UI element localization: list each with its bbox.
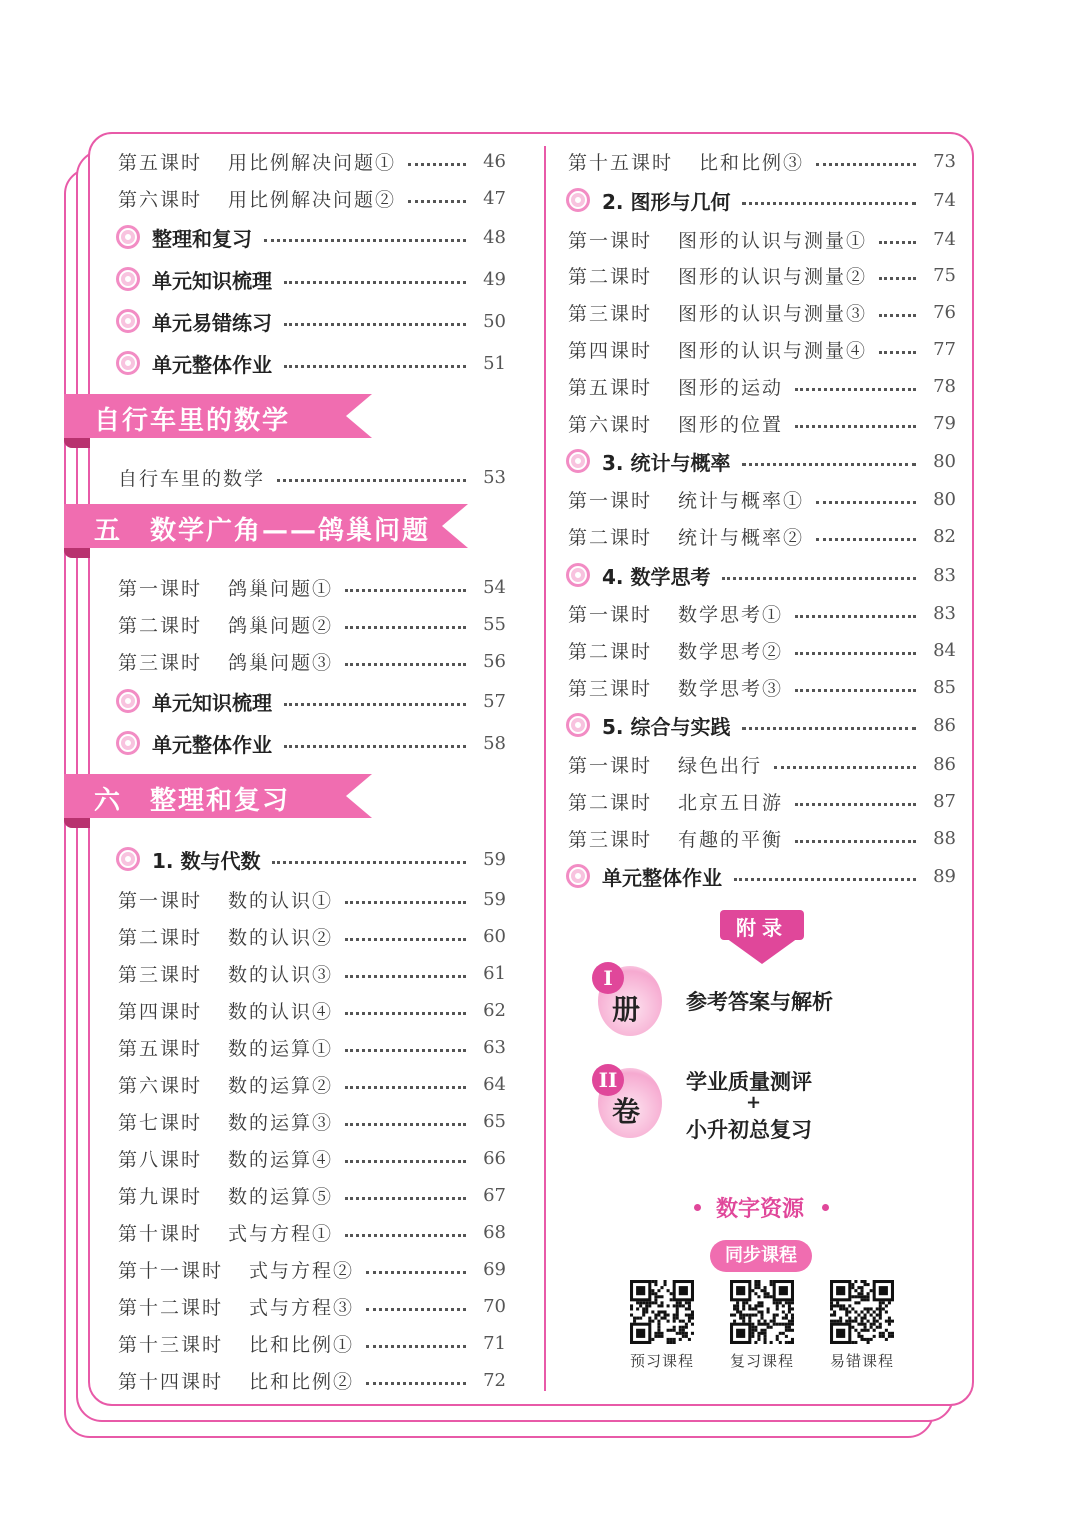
page-number: 79 — [933, 412, 956, 434]
bullet-circle-icon — [566, 713, 590, 737]
page-number: 75 — [933, 265, 956, 287]
lesson-label: 第二课时 — [118, 926, 203, 949]
leader-dots — [734, 878, 916, 881]
leader-dots — [277, 479, 466, 482]
leader-dots — [345, 901, 466, 904]
bullet-circle-icon — [566, 864, 590, 888]
page-number: 87 — [933, 790, 956, 812]
leader-dots — [742, 202, 916, 205]
page-number: 69 — [483, 1258, 506, 1280]
bullet-circle-icon — [116, 689, 140, 713]
leader-dots — [345, 663, 466, 666]
toc-row[interactable] — [568, 672, 956, 702]
page-number: 53 — [483, 466, 506, 488]
lesson-label: 第一课时 — [118, 577, 203, 600]
book-type-char: 册 — [612, 993, 641, 1026]
page-number: 74 — [933, 228, 956, 250]
toc-row[interactable] — [568, 749, 956, 779]
lesson-label: 第二课时 — [568, 791, 653, 814]
leader-dots — [345, 1049, 466, 1052]
lesson-label: 第一课时 — [568, 489, 653, 512]
page-number: 57 — [483, 690, 506, 712]
toc-section-row[interactable] — [566, 185, 956, 215]
topic-label: 式与方程③ — [249, 1296, 355, 1319]
topic-label: 用比例解决问题② — [228, 188, 397, 211]
page-number: 73 — [933, 150, 956, 172]
bullet-circle-icon — [116, 267, 140, 291]
lesson-label: 第一课时 — [118, 889, 203, 912]
leader-dots — [366, 1382, 466, 1385]
appendix-arrow-banner — [712, 910, 812, 964]
toc-row[interactable] — [568, 224, 956, 254]
lesson-label: 第三课时 — [118, 963, 203, 986]
book-type-char: 卷 — [612, 1095, 641, 1128]
qr-code-mistakes[interactable] — [830, 1280, 894, 1344]
lesson-label: 第十二课时 — [118, 1296, 224, 1319]
leader-dots — [816, 501, 916, 504]
column-divider — [544, 146, 546, 1391]
appendix-book-2-plus: + — [746, 1092, 762, 1113]
lesson-label: 第二课时 — [568, 640, 653, 663]
toc-section-row[interactable] — [566, 861, 956, 891]
lesson-label: 第三课时 — [118, 651, 203, 674]
qr-code-review[interactable] — [730, 1280, 794, 1344]
qr-label: 易错课程 — [829, 1352, 894, 1370]
topic-label: 式与方程② — [249, 1259, 355, 1282]
topic-label: 统计与概率② — [678, 526, 805, 549]
lesson-label: 第一课时 — [568, 754, 653, 777]
bullet-circle-icon — [566, 188, 590, 212]
topic-label: 数的认识③ — [228, 963, 334, 986]
toc-row[interactable] — [568, 371, 956, 401]
leader-dots — [284, 365, 466, 368]
section-title: 单元知识梳理 — [152, 690, 272, 715]
bullet-circle-icon — [116, 225, 140, 249]
page-number: 76 — [933, 302, 956, 324]
toc-row[interactable] — [568, 786, 956, 816]
topic-label: 数的认识② — [228, 926, 334, 949]
leader-dots — [284, 703, 466, 706]
toc-row[interactable] — [118, 958, 506, 988]
lesson-label: 第十四课时 — [118, 1370, 224, 1393]
qr-label: 预习课程 — [629, 1352, 694, 1370]
unit-banner-title: 六 整理和复习 — [94, 786, 291, 816]
leader-dots — [879, 351, 916, 354]
page-number: 78 — [933, 375, 956, 397]
page-number: 83 — [933, 602, 956, 624]
page-number: 50 — [483, 310, 506, 332]
lesson-label: 第五课时 — [118, 1037, 203, 1060]
toc-section-row[interactable] — [116, 264, 506, 294]
lesson-label: 第一课时 — [568, 603, 653, 626]
lesson-label: 第四课时 — [568, 339, 653, 362]
page-number: 46 — [483, 150, 506, 172]
page-number: 68 — [483, 1221, 506, 1243]
page-number: 71 — [483, 1332, 506, 1354]
toc-row[interactable] — [568, 298, 956, 328]
topic-label: 数的运算⑤ — [228, 1185, 334, 1208]
leader-dots — [284, 745, 466, 748]
page-number: 55 — [483, 613, 506, 635]
unit-banner-title: 五 数学广角——鸽巢问题 — [94, 516, 431, 546]
lesson-label: 第七课时 — [118, 1111, 203, 1134]
toc-section-row[interactable] — [566, 710, 956, 740]
lesson-label: 第六课时 — [118, 1074, 203, 1097]
page-number: 80 — [933, 450, 956, 472]
arrow-down-icon — [726, 938, 798, 964]
digital-resources-title: 数字资源 — [715, 1197, 804, 1222]
lesson-label: 第十三课时 — [118, 1333, 224, 1356]
decor-dot — [822, 1204, 829, 1211]
qr-code-preview[interactable] — [630, 1280, 694, 1344]
page-number: 56 — [483, 650, 506, 672]
section-title: 单元知识梳理 — [152, 268, 272, 293]
lesson-label: 第二课时 — [118, 614, 203, 637]
leader-dots — [795, 689, 916, 692]
lesson-label: 第二课时 — [568, 526, 653, 549]
leader-dots — [795, 425, 916, 428]
lesson-label: 第四课时 — [118, 1000, 203, 1023]
appendix-label: 附录 — [736, 916, 788, 940]
topic-label: 式与方程① — [228, 1222, 334, 1245]
section-title: 4. 数学思考 — [602, 564, 711, 589]
toc-row[interactable] — [118, 1069, 506, 1099]
topic-label: 鸽巢问题② — [228, 614, 334, 637]
toc-row[interactable] — [118, 884, 506, 914]
toc-row[interactable] — [118, 572, 506, 602]
page-number: 77 — [933, 338, 956, 360]
toc-row[interactable] — [118, 921, 506, 951]
page-number: 60 — [483, 925, 506, 947]
topic-label: 数的认识④ — [228, 1000, 334, 1023]
toc-row[interactable] — [568, 261, 956, 291]
topic-label: 用比例解决问题① — [228, 151, 397, 174]
toc-section-row[interactable] — [566, 560, 956, 590]
lesson-label: 第八课时 — [118, 1148, 203, 1171]
qr-label: 复习课程 — [729, 1352, 794, 1370]
leader-dots — [879, 314, 916, 317]
page-number: 65 — [483, 1110, 506, 1132]
bullet-circle-icon — [116, 351, 140, 375]
toc-section-row[interactable] — [566, 446, 956, 476]
toc-row[interactable] — [568, 484, 956, 514]
page-number: 64 — [483, 1073, 506, 1095]
toc-row[interactable] — [118, 1143, 506, 1173]
section-title: 整理和复习 — [152, 226, 252, 251]
leader-dots — [795, 840, 916, 843]
page-number: 84 — [933, 639, 956, 661]
topic-label: 数学思考③ — [678, 677, 784, 700]
leader-dots — [345, 1197, 466, 1200]
topic-label: 鸽巢问题③ — [228, 651, 334, 674]
book-1-icon — [592, 962, 662, 1040]
topic-label: 数的运算③ — [228, 1111, 334, 1134]
page-number: 48 — [483, 226, 506, 248]
leader-dots — [722, 577, 916, 580]
leader-dots — [816, 163, 916, 166]
bullet-circle-icon — [566, 563, 590, 587]
page-number: 62 — [483, 999, 506, 1021]
topic-label: 比和比例③ — [699, 151, 805, 174]
lesson-label: 第十五课时 — [568, 151, 674, 174]
page-number: 61 — [483, 962, 506, 984]
topic-label: 数学思考② — [678, 640, 784, 663]
page-number: 54 — [483, 576, 506, 598]
toc-section-row[interactable] — [116, 728, 506, 758]
toc-row[interactable] — [118, 1032, 506, 1062]
toc-row[interactable] — [568, 521, 956, 551]
leader-dots — [345, 1086, 466, 1089]
leader-dots — [795, 615, 916, 618]
appendix-book-2-line3[interactable]: 小升初总复习 — [686, 1118, 812, 1142]
leader-dots — [408, 200, 466, 203]
lesson-label: 第三课时 — [568, 303, 653, 326]
topic-label: 数的认识① — [228, 889, 334, 912]
leader-dots — [264, 239, 466, 242]
toc-row[interactable] — [118, 1365, 506, 1395]
toc-row[interactable] — [118, 1254, 506, 1284]
toc-row[interactable] — [568, 334, 956, 364]
page-number: 51 — [483, 352, 506, 374]
leader-dots — [272, 861, 466, 864]
topic-label: 统计与概率① — [678, 489, 805, 512]
leader-dots — [345, 1234, 466, 1237]
page-number: 47 — [483, 187, 506, 209]
page-number: 58 — [483, 732, 506, 754]
leader-dots — [366, 1308, 466, 1311]
page-number: 82 — [933, 525, 956, 547]
toc-row[interactable] — [568, 598, 956, 628]
toc-section-row[interactable] — [116, 222, 506, 252]
leader-dots — [284, 323, 466, 326]
topic-label: 图形的位置 — [678, 413, 784, 436]
toc-section-row[interactable] — [116, 348, 506, 378]
book-2-icon — [592, 1064, 662, 1142]
section-title: 5. 综合与实践 — [602, 714, 731, 739]
leader-dots — [366, 1345, 466, 1348]
lesson-label: 第五课时 — [118, 151, 203, 174]
unit-banner-6 — [64, 774, 374, 818]
section-title: 单元整体作业 — [152, 732, 272, 757]
topic-label: 数的运算④ — [228, 1148, 334, 1171]
leader-dots — [795, 803, 916, 806]
toc-row[interactable] — [118, 995, 506, 1025]
toc-section-row[interactable] — [116, 686, 506, 716]
page-number: 63 — [483, 1036, 506, 1058]
section-title: 单元整体作业 — [152, 352, 272, 377]
topic-label: 数的运算② — [228, 1074, 334, 1097]
topic-label: 图形的认识与测量② — [678, 266, 868, 289]
toc-row[interactable] — [118, 462, 506, 492]
leader-dots — [345, 626, 466, 629]
section-title: 2. 图形与几何 — [602, 189, 731, 214]
toc-row[interactable] — [568, 823, 956, 853]
section-title: 单元易错练习 — [152, 310, 272, 335]
topic-label: 北京五日游 — [678, 791, 784, 814]
appendix-book-1-title[interactable]: 参考答案与解析 — [686, 990, 833, 1014]
toc-row[interactable] — [118, 1291, 506, 1321]
topic-label: 图形的认识与测量④ — [678, 339, 868, 362]
unit-banner-bike — [64, 394, 374, 438]
appendix-book-2-line1[interactable]: 学业质量测评 — [686, 1070, 812, 1094]
topic-label: 绿色出行 — [678, 754, 763, 777]
lesson-label: 第十一课时 — [118, 1259, 224, 1282]
page-number: 89 — [933, 865, 956, 887]
roman-numeral-badge: I — [592, 962, 624, 994]
bullet-circle-icon — [116, 731, 140, 755]
toc-row[interactable] — [568, 146, 956, 176]
leader-dots — [345, 1123, 466, 1126]
lesson-label: 第三课时 — [568, 828, 653, 851]
lesson-label: 第六课时 — [568, 413, 653, 436]
leader-dots — [879, 241, 916, 244]
topic-label: 数学思考① — [678, 603, 784, 626]
toc-row[interactable] — [118, 1180, 506, 1210]
leader-dots — [345, 975, 466, 978]
topic-label: 比和比例① — [249, 1333, 355, 1356]
toc-row[interactable] — [118, 609, 506, 639]
page-number: 70 — [483, 1295, 506, 1317]
roman-numeral-badge: II — [592, 1064, 624, 1096]
page-number: 86 — [933, 753, 956, 775]
toc-section-row[interactable] — [116, 306, 506, 336]
lesson-label: 第五课时 — [568, 376, 653, 399]
lesson-label: 第一课时 — [568, 229, 653, 252]
unit-banner-title: 自行车里的数学 — [94, 406, 291, 436]
toc-row[interactable] — [118, 1106, 506, 1136]
unit-banner-5 — [64, 504, 470, 548]
page-number: 83 — [933, 564, 956, 586]
leader-dots — [742, 463, 916, 466]
page-number: 59 — [483, 888, 506, 910]
topic-label: 图形的运动 — [678, 376, 784, 399]
topic-label: 数的运算① — [228, 1037, 334, 1060]
leader-dots — [774, 766, 916, 769]
lesson-label: 第六课时 — [118, 188, 203, 211]
section-title: 单元整体作业 — [602, 865, 722, 890]
lesson-label: 第二课时 — [568, 266, 653, 289]
leader-dots — [345, 589, 466, 592]
topic-label: 有趣的平衡 — [678, 828, 784, 851]
leader-dots — [345, 1160, 466, 1163]
page-number: 67 — [483, 1184, 506, 1206]
leader-dots — [742, 727, 916, 730]
toc-row[interactable] — [568, 408, 956, 438]
toc-row[interactable] — [118, 183, 506, 213]
toc-row[interactable] — [118, 1328, 506, 1358]
page-number: 86 — [933, 714, 956, 736]
page-number: 88 — [933, 827, 956, 849]
bullet-circle-icon — [116, 847, 140, 871]
leader-dots — [284, 281, 466, 284]
leader-dots — [345, 938, 466, 941]
page-number: 72 — [483, 1369, 506, 1391]
toc-section-row[interactable] — [116, 844, 506, 874]
toc-row[interactable] — [568, 635, 956, 665]
page-number: 85 — [933, 676, 956, 698]
toc-row[interactable] — [118, 646, 506, 676]
bullet-circle-icon — [566, 449, 590, 473]
topic-label: 自行车里的数学 — [118, 467, 266, 490]
bullet-circle-icon — [116, 309, 140, 333]
leader-dots — [408, 163, 466, 166]
leader-dots — [795, 652, 916, 655]
toc-row[interactable] — [118, 146, 506, 176]
topic-label: 鸽巢问题① — [228, 577, 334, 600]
page-number: 66 — [483, 1147, 506, 1169]
sync-course-badge: 同步课程 — [710, 1240, 812, 1272]
topic-label: 图形的认识与测量① — [678, 229, 868, 252]
topic-label: 图形的认识与测量③ — [678, 303, 868, 326]
page-number: 80 — [933, 488, 956, 510]
section-title: 1. 数与代数 — [152, 848, 261, 873]
toc-row[interactable] — [118, 1217, 506, 1247]
lesson-label: 第十课时 — [118, 1222, 203, 1245]
lesson-label: 第三课时 — [568, 677, 653, 700]
lesson-label: 第九课时 — [118, 1185, 203, 1208]
topic-label: 比和比例② — [249, 1370, 355, 1393]
leader-dots — [816, 538, 916, 541]
leader-dots — [795, 388, 916, 391]
leader-dots — [366, 1271, 466, 1274]
page-number: 49 — [483, 268, 506, 290]
section-title: 3. 统计与概率 — [602, 450, 731, 475]
leader-dots — [879, 277, 916, 280]
page-number: 59 — [483, 848, 506, 870]
leader-dots — [345, 1012, 466, 1015]
page-number: 74 — [933, 189, 956, 211]
